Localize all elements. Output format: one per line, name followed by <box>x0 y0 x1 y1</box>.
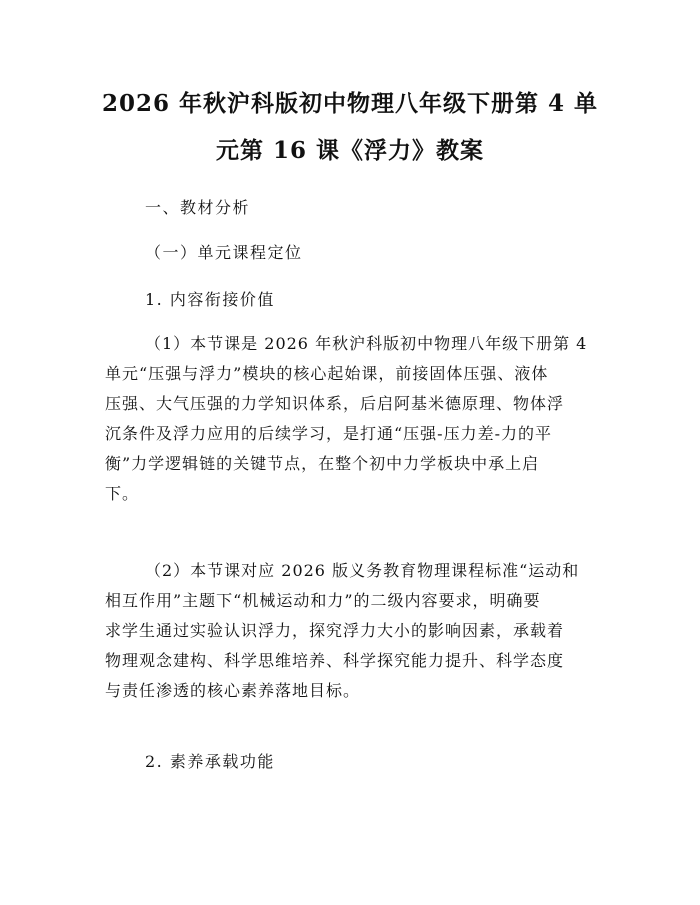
item-heading-content-connection: 1. 内容衔接价值 <box>145 290 275 309</box>
paragraph-2-line: 相互作用”主题下“机械运动和力”的二级内容要求，明确要 <box>105 591 541 610</box>
paragraph-2-line: 求学生通过实验认识浮力，探究浮力大小的影响因素，承载着 <box>105 621 565 640</box>
paragraph-1-line: （1）本节课是 2026 年秋沪科版初中物理八年级下册第 4 <box>145 334 588 353</box>
paragraph-2-line: 与责任渗透的核心素养落地目标。 <box>105 681 361 700</box>
paragraph-2 <box>105 556 605 706</box>
paragraph-1-line: 衡”力学逻辑链的关键节点，在整个初中力学板块中承上启 <box>105 454 540 473</box>
paragraph-1-line: 压强、大气压强的力学知识体系，后启阿基米德原理、物体浮 <box>105 394 565 413</box>
section-heading-textbook-analysis: 一、教材分析 <box>145 198 251 217</box>
paragraph-1 <box>105 329 605 509</box>
paragraph-2-line: （2）本节课对应 2026 版义务教育物理课程标准“运动和 <box>145 561 580 580</box>
paragraph-1-line: 单元“压强与浮力”模块的核心起始课，前接固体压强、液体 <box>105 364 549 383</box>
document-title-line-1: 2026 年秋沪科版初中物理八年级下册第 4 单 <box>101 90 599 117</box>
paragraph-2-line: 物理观念建构、科学思维培养、科学探究能力提升、科学态度 <box>105 651 565 670</box>
document-title-line-2: 元第 16 课《浮力》教案 <box>215 137 485 164</box>
subsection-heading-unit-positioning: （一）单元课程定位 <box>145 243 303 262</box>
paragraph-1-line: 下。 <box>105 484 140 503</box>
item-heading-literacy-function: 2. 素养承载功能 <box>145 752 275 771</box>
paragraph-1-line: 沉条件及浮力应用的后续学习，是打通“压强-压力差-力的平 <box>105 424 552 443</box>
